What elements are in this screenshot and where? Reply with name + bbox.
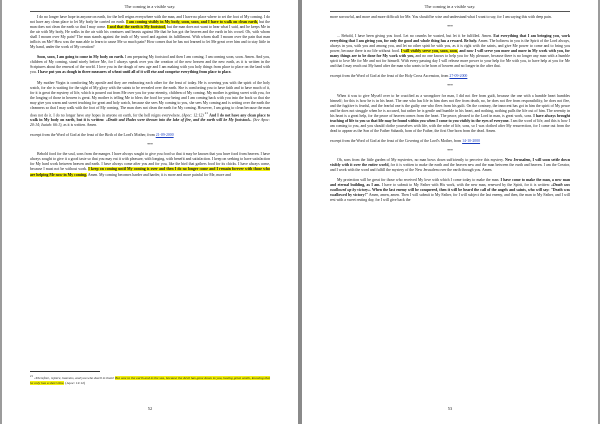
header-rule-right: [330, 11, 570, 12]
paragraph: My protection will be great for those who received My love with which I come today to make the man. I have come to make the man, a new man and eternal building, as I am. I have to submit to My Father with His work, with the new man, renewed by the Spirit, for it is written: «Death was swallowed up by victory». When the last enemy will be conquered, then it will be heard the call of the angels and saints, who will say: "Death was swallowed by victory!" Amen, amen, amen. Then I will submit to My Father, for I will subject the last enemy, and then, the man to My Father, and I will rest with a sweet resting day, for I will give back the: [330, 178, 571, 203]
page-number-right: 53: [447, 406, 453, 411]
header-rule-left: [30, 11, 270, 12]
highlighted-text: I will visibly serve you, soon, soon,: [400, 49, 459, 54]
date-link[interactable]: 27-09-2000: [449, 74, 468, 79]
section-separator: ***: [447, 25, 453, 30]
source-citation: excerpt from the Word of God at the feast of the Covering of the Lord's Mother, from 14-10-2000: [330, 138, 481, 143]
footnote: $^{21}$ «Therefore, rejoice, heavens, and you who dwell in them! But woe to the earth and to the sea, because the devil has gone down to you, having great wrath, knowing that he only has a short time. (Apoc: 12:12): [30, 374, 271, 385]
page-header-left: The coming in a visible way.: [124, 4, 176, 9]
paragraph: My mother Virgin is comforting My apostle and they are embracing each other for the feast of today. He is covering you with the spirit of the holy watch, for she is waiting for the sight of My glory with the saints to be revealed over the earth. She is comforting you to have faith and to have much of it, for it is great the mystery of life, which is poured out from Me over you for your eternity, children of My coming. My mother is getting sweet with you, for the longing of those in heaven is great. My mother is telling Me to bless the food for your being and I am coming back with you into the book so that she may give you warm and sweet teaching for great and holy watch, because she sees My coming to you, she sees My coming and is setting over the earth the cleanness so that I may walk with the foot of My coming. The man does not clean the earth for My coming. However, I am going to clean because the man does not do it. I do no longer have any hopes in anyone on earth, for the hell reigns everywhere. (Apoc: 12:12) $^{21}$ And I do not have any clean place to walk in My body on earth, but it is written: «Death and Hades were thrown into the lake of fire, and the earth will be My footstool». (See Apoc: 20:14; Isaiah: 66:1), as it is written. Amen.: [30, 80, 271, 128]
left-page-body: [30, 15, 270, 183]
highlighted-text: But woe to the earth and to the sea, because the devil has gone down to you, having great wrath, knowing that he only has a short time.: [30, 376, 271, 385]
footnote-reference: (Apoc: 12:12): [181, 113, 204, 118]
section-separator: ***: [447, 84, 453, 89]
highlighted-text: I keep on coming until My coming is over and then I do no longer come and I remain forever with those who are helping Me now in My coming.: [30, 167, 270, 177]
paragraph: I do no longer have hope in anyone on earth, for the hell reigns everywhere with the man, and I have no place where to set the foot of My coming. I do not have any clean place to let My body be carried on earth. I am coming visibly in My body, soon, soon, and I have to walk on clean earth, but the man does not clean the earth so that I may come. I and that the earth is My footstool, but the man does not want to hear what I said, and he keeps Me in the air with My body, He walks in the air with his creatures and beasts against Me that he has got the heaven and the earth in his crowd. Oh, with whom shall I mourn over My pain? The man stands against the truth of My word and against its fulfillment. With whom shall I mourn over the pain that man inflicts on Me? How was the man able to learn to cause Me so much pain? How comes that he has not learned to let Me great over him and to stay little in My hand, under the work of My creation?: [30, 15, 270, 50]
source-citation: excerpt from the Word of God at the feast of the Holy Cross Ascension, from 27-09-2000: [330, 74, 468, 79]
right-page-body: [330, 15, 570, 208]
page-header-right: The coming in a visible way.: [424, 4, 476, 9]
footnote-rule: [30, 371, 100, 372]
paragraph: ... Behold, I have been giving you food. Let no crumbs be wasted, but let it be fulfilled. Amen. Eat everything that I am bringing you, work everything that I am giving you, for only the good and whole thing has a reward. Be holy. Amen. The holiness in you is the Spirit of the Lord always, always in you, with you and among you, and let no other spirit be with you, as it is right with the saints, and give Me power to come and to bring you power, because there is no life without food. I will visibly serve you, soon, soon, and now I will serve you more and more in My work with you, for many things are to be done for My work with you, and no one knows to help you for My pleasure, because there is no longer any man with a humble spirit to love Me for Me and not for himself. With every passing day I will release more power to your help for Me with you, to have help at you for Me and that I may reach out My hand after the man who wants to be born of heaven and no longer in the after that.: [330, 34, 570, 69]
paragraph: Soon, soon, I am going to come in My body on earth. I am preparing My footstool and then I am coming. I am coming soon, soon. Amen. And you, children of My coming, stand nicely before Me, for I always speak over you the creation of the new heaven and the new earth, as it is written in the Scriptures about the renewal of the world. I love you in the dough of new age and I am making with you holy things from place to place on the land with you. I have put you as dough in three measures of wheat until all of it will rise and comprise everything from place to place.: [30, 55, 270, 75]
footnote-marker[interactable]: 21: [204, 110, 208, 115]
paragraph: Behold food for the soul, sons from the manger. I have always sought to give you food so that it may be known that you have food from heaven. I have always sought to give it a good taste so that you may eat it with pleasure, with longing, with benefit and satisfaction. I keep on seeking to have satisfaction for My hard work between heaven and earth. I have always come after you and for you, like the bird that gathers food for its chicks. I have always come, because I must not be without work. I keep on coming until My coming is over and then I do no longer come and I remain forever with those who are helping Me now in My coming. Amen. My coming becomes harder and harder, it is more and more painful for Me, more and: [30, 152, 270, 177]
source-citation: excerpt from the Word of God at the feast of the Birth of the Lord's Mother, from 21-09-2000: [30, 133, 174, 138]
paragraph: When it was to give Myself over to be crucified as a wrongdoer for man, I did not flee from guilt, because the one with a humble heart humbles himself; for this is how he is in his heart. The one who has life in him does not flee from death, no, he does not flee from responsibility, he does not flee, and the fugitive is fearful, and the fearful one is the guilty one who flees from his guilt. On the contrary, the innocent has got in him the spirit of My peace and he does not struggle when he is accused, but rather he is gentle and humble in his heart, and nothing, nothing pulls the life out of him. The serenity in his heart is a great help, for the peace of heaven comes from the heart. The peace, pleased to the Lord in man, is great work, sons. I have always brought teaching of life to you so that life may be found within you when I come to you visibly in the eyes of everyone. I am the word of life, and this is how I am coming to you, and you should clothe yourselves with life, with the robe of life, sons, so I was clothed after My resurrection, for I came out from the dead to appear as the Son of the Father Sabaoth, born of the Father, the first One born from the dead. Amen.: [330, 93, 570, 133]
section-separator: ***: [447, 148, 453, 153]
paragraph: more sorrowful, and more and more difficult for Me. You should be wise and understand what I want to say, for I am saying this with deep pain.: [330, 15, 552, 19]
highlighted-text: I am coming visibly in My body, soon, soon, and I have to walk on clean earth,: [126, 20, 258, 25]
highlighted-text: I and that the earth is My footstool,: [107, 25, 166, 30]
paragraph: Oh, sons from the little garden of My mysteries, no man bows down sufficiently to perceive this mystery. New Jerusalem, I will soon settle down visibly with it over the entire world, for it is written to make the earth and the heaven new and the man between the earth and heaven. I am the Creator, and I work with the word and fulfill the mystery of the New Jerusalem over the earth through you. Amen.: [330, 157, 570, 173]
section-separator: ***: [147, 143, 153, 148]
right-page: [302, 0, 598, 424]
left-page: [2, 0, 298, 424]
date-link[interactable]: 21-09-2000: [155, 133, 174, 138]
date-link[interactable]: 14-10-2000: [462, 138, 481, 143]
page-number-left: 52: [147, 406, 153, 411]
footnote-number: 21: [30, 374, 33, 378]
